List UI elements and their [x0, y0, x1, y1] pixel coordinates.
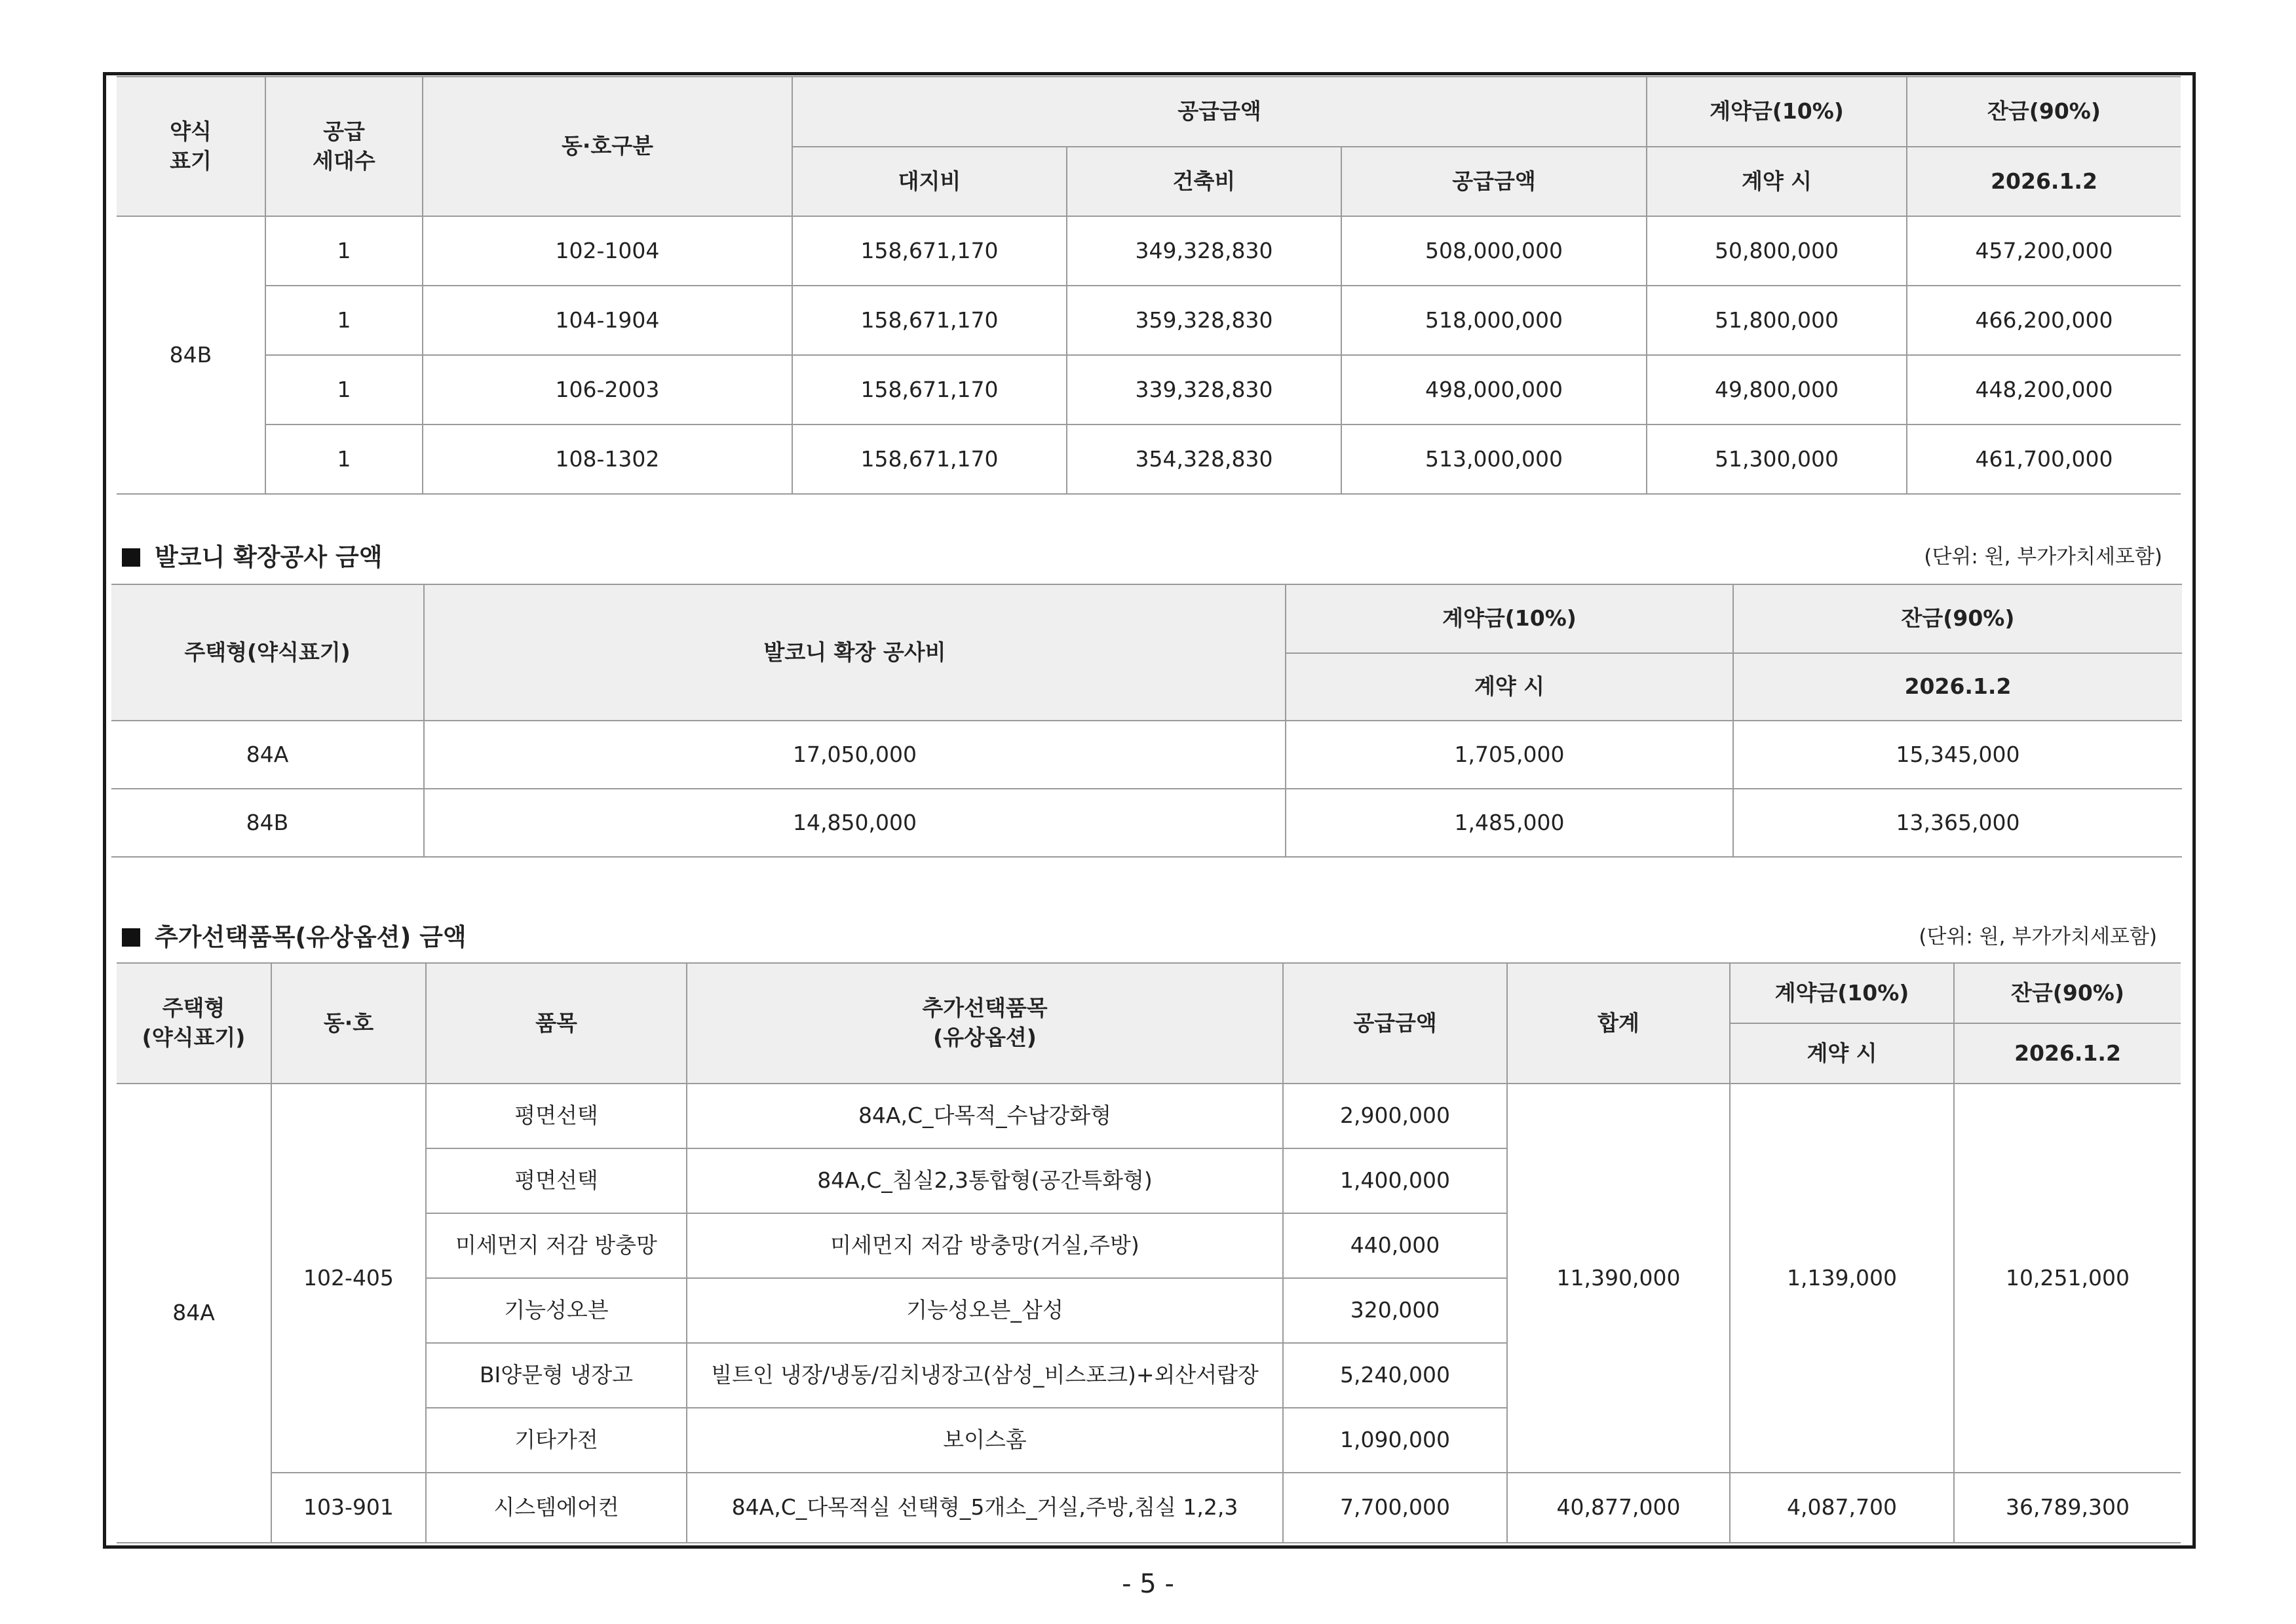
item-cell: 기능성오븐	[426, 1278, 687, 1343]
supply-cell: 498,000,000	[1341, 355, 1647, 425]
option-cell: 미세먼지 저감 방충망(거실,주방)	[687, 1213, 1283, 1278]
header-deposit-sub: 계약 시	[1730, 1023, 1954, 1084]
cost-cell: 14,850,000	[424, 789, 1286, 857]
supply-cell: 5,240,000	[1283, 1343, 1507, 1408]
header-supply: 공급금액	[1283, 963, 1507, 1084]
header-balance: 잔금(90%)	[1907, 77, 2181, 147]
deposit-cell: 1,705,000	[1286, 721, 1733, 789]
option-price-table	[117, 962, 2181, 1543]
balance-cell: 461,700,000	[1907, 425, 2181, 494]
item-cell: 평면선택	[426, 1148, 687, 1213]
table-row	[117, 1084, 2181, 1148]
type-cell: 84A	[117, 1084, 271, 1543]
header-supply-amount: 공급금액	[792, 77, 1647, 147]
type-cell: 84A	[111, 721, 424, 789]
dong-ho-cell: 103-901	[271, 1473, 426, 1543]
land-cell: 158,671,170	[792, 216, 1067, 286]
units-cell: 1	[265, 355, 423, 425]
header-balance-sub: 2026.1.2	[1954, 1023, 2181, 1084]
deposit-cell: 1,139,000	[1730, 1084, 1954, 1473]
land-cell: 158,671,170	[792, 355, 1067, 425]
unit-note: (단위: 원, 부가가치세포함)	[1924, 545, 2162, 569]
supply-cell: 1,090,000	[1283, 1408, 1507, 1473]
table-row	[111, 789, 2182, 857]
supply-cell: 513,000,000	[1341, 425, 1647, 494]
cost-cell: 17,050,000	[424, 721, 1286, 789]
table-row	[117, 355, 2181, 425]
dong-ho-cell: 108-1302	[423, 425, 792, 494]
header-deposit: 계약금(10%)	[1730, 963, 1954, 1023]
item-cell: BI양문형 냉장고	[426, 1343, 687, 1408]
total-cell: 11,390,000	[1507, 1084, 1730, 1473]
item-cell: 미세먼지 저감 방충망	[426, 1213, 687, 1278]
header-dong-ho: 동·호구분	[423, 77, 792, 216]
balance-cell: 448,200,000	[1907, 355, 2181, 425]
total-cell: 40,877,000	[1507, 1473, 1730, 1543]
header-balance: 잔금(90%)	[1733, 584, 2182, 653]
supply-price-table	[117, 76, 2181, 495]
balance-cell: 466,200,000	[1907, 286, 2181, 355]
header-deposit-sub: 계약 시	[1286, 653, 1733, 721]
deposit-cell: 1,485,000	[1286, 789, 1733, 857]
deposit-cell: 49,800,000	[1647, 355, 1907, 425]
option-cell: 84A,C_다목적실 선택형_5개소_거실,주방,침실 1,2,3	[687, 1473, 1283, 1543]
option-cell: 84A,C_다목적_수납강화형	[687, 1084, 1283, 1148]
building-cell: 354,328,830	[1067, 425, 1341, 494]
deposit-cell: 50,800,000	[1647, 216, 1907, 286]
section-title-balcony: 발코니 확장공사 금액	[122, 537, 382, 573]
header-total: 합계	[1507, 963, 1730, 1084]
option-cell: 보이스홈	[687, 1408, 1283, 1473]
table-row	[117, 216, 2181, 286]
header-deposit: 계약금(10%)	[1286, 584, 1733, 653]
supply-cell: 320,000	[1283, 1278, 1507, 1343]
header-type: 주택형(약식표기)	[111, 584, 424, 721]
unit-note: (단위: 원, 부가가치세포함)	[1919, 925, 2157, 949]
section-title-options: 추가선택품목(유상옵션) 금액	[122, 917, 467, 953]
deposit-cell: 51,800,000	[1647, 286, 1907, 355]
type-cell: 84B	[117, 216, 265, 494]
balance-cell: 36,789,300	[1954, 1473, 2181, 1543]
table-row	[117, 1473, 2181, 1543]
header-type: 주택형 (약식표기)	[117, 963, 271, 1084]
dong-ho-cell: 106-2003	[423, 355, 792, 425]
header-option: 추가선택품목 (유상옵션)	[687, 963, 1283, 1084]
units-cell: 1	[265, 286, 423, 355]
supply-cell: 1,400,000	[1283, 1148, 1507, 1213]
balance-cell: 15,345,000	[1733, 721, 2182, 789]
header-balcony-cost: 발코니 확장 공사비	[424, 584, 1286, 721]
land-cell: 158,671,170	[792, 286, 1067, 355]
square-bullet-icon	[122, 548, 140, 567]
supply-cell: 518,000,000	[1341, 286, 1647, 355]
header-building: 건축비	[1067, 147, 1341, 216]
supply-cell: 7,700,000	[1283, 1473, 1507, 1543]
header-item: 품목	[426, 963, 687, 1084]
land-cell: 158,671,170	[792, 425, 1067, 494]
option-cell: 빌트인 냉장/냉동/김치냉장고(삼성_비스포크)+외산서랍장	[687, 1343, 1283, 1408]
header-units: 공급 세대수	[265, 77, 423, 216]
units-cell: 1	[265, 216, 423, 286]
building-cell: 359,328,830	[1067, 286, 1341, 355]
balance-cell: 457,200,000	[1907, 216, 2181, 286]
balance-cell: 13,365,000	[1733, 789, 2182, 857]
balcony-price-table	[111, 584, 2182, 858]
header-balance-sub: 2026.1.2	[1907, 147, 2181, 216]
header-balance: 잔금(90%)	[1954, 963, 2181, 1023]
option-cell: 84A,C_침실2,3통합형(공간특화형)	[687, 1148, 1283, 1213]
dong-ho-cell: 104-1904	[423, 286, 792, 355]
item-cell: 시스템에어컨	[426, 1473, 687, 1543]
header-abbr: 약식 표기	[117, 77, 265, 216]
table-row	[111, 721, 2182, 789]
header-land: 대지비	[792, 147, 1067, 216]
supply-cell: 2,900,000	[1283, 1084, 1507, 1148]
header-dong-ho: 동·호	[271, 963, 426, 1084]
balance-cell: 10,251,000	[1954, 1084, 2181, 1473]
deposit-cell: 4,087,700	[1730, 1473, 1954, 1543]
header-deposit: 계약금(10%)	[1647, 77, 1907, 147]
supply-cell: 440,000	[1283, 1213, 1507, 1278]
table-row	[117, 425, 2181, 494]
item-cell: 평면선택	[426, 1084, 687, 1148]
header-deposit-sub: 계약 시	[1647, 147, 1907, 216]
header-supply: 공급금액	[1341, 147, 1647, 216]
building-cell: 349,328,830	[1067, 216, 1341, 286]
building-cell: 339,328,830	[1067, 355, 1341, 425]
deposit-cell: 51,300,000	[1647, 425, 1907, 494]
header-balance-sub: 2026.1.2	[1733, 653, 2182, 721]
supply-cell: 508,000,000	[1341, 216, 1647, 286]
option-cell: 기능성오븐_삼성	[687, 1278, 1283, 1343]
units-cell: 1	[265, 425, 423, 494]
dong-ho-cell: 102-1004	[423, 216, 792, 286]
square-bullet-icon	[122, 928, 140, 947]
page-number: - 5 -	[1122, 1569, 1174, 1599]
table-row	[117, 286, 2181, 355]
dong-ho-cell: 102-405	[271, 1084, 426, 1473]
type-cell: 84B	[111, 789, 424, 857]
item-cell: 기타가전	[426, 1408, 687, 1473]
